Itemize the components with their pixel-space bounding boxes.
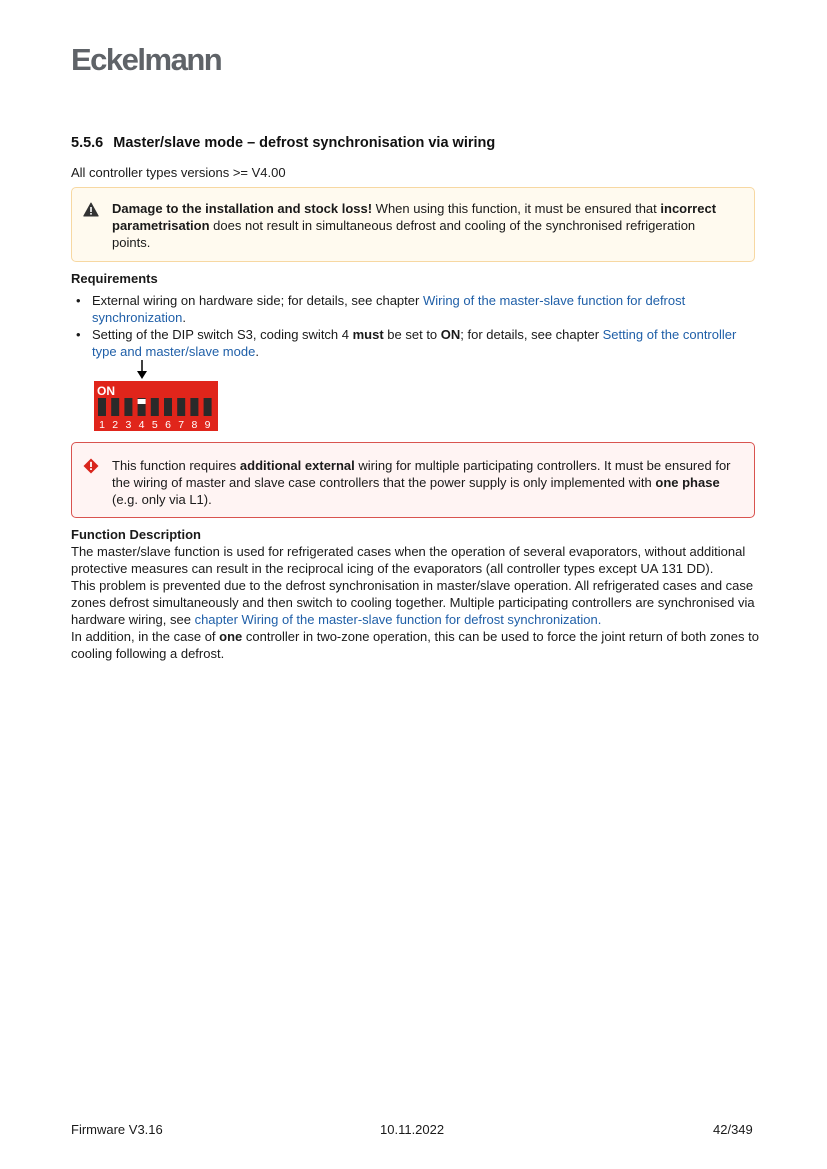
dip-switch-6 [164,398,172,416]
dip-on-label: ON [97,384,115,398]
list-item [71,292,741,326]
warning-text [112,200,732,251]
danger-bold-1: additional external [239,458,355,473]
warning-box [71,187,755,262]
danger-text-3: (e.g. only via L1). [112,492,212,507]
section-heading [71,135,495,151]
dip-switch-label-8: 8 [191,419,198,431]
function-paragraph-3 [71,628,761,662]
section-number: 5.5.6 [71,135,104,151]
function-paragraph-1: The master/slave function is used for refrigerated cases when the operation of several evaporators, without additional protective measures can result in the reciprocal icing of the evaporators (all controller types except UA 131 DD). [71,544,746,576]
dip-switch-label-4: 4 [138,419,145,431]
req2-text-3: ; for details, see chapter [460,327,603,342]
req2-bold-must: must [352,327,384,342]
dip-switch-label-2: 2 [112,419,119,431]
footer-firmware: Firmware V3.16 [71,1122,163,1137]
requirements-title: Requirements [71,271,158,286]
dip-switch-label-6: 6 [165,419,171,431]
dip-switch-knob-on [138,399,146,404]
danger-text [112,457,732,508]
dip-switch-label-5: 5 [151,419,158,431]
danger-text-2: wiring for multiple participating controllers. It must be ensured for the wiring of master and slave case controllers that the power supply is only implemented with [112,458,731,490]
dip-switch-2 [111,398,119,416]
dip-switch-label-7: 7 [178,419,185,431]
danger-bold-2: one phase [655,475,720,490]
danger-text-1: This function requires [112,458,240,473]
dip-switch-label-9: 9 [204,419,211,431]
list-item [71,326,741,360]
req1-end: . [182,310,186,325]
warning-text-1: When using this function, it must be ensured that [372,201,661,216]
warning-text-2: does not result in simultaneous defrost and cooling of the synchronised refrigeration points. [112,218,696,250]
function-p3-text-1: In addition, in the case of [71,629,220,644]
dip-switch-label-1: 1 [99,419,105,431]
dip-switch-figure [94,360,220,437]
req2-end: . [255,344,259,359]
footer-page-number: 42/349 [713,1122,753,1137]
function-title: Function Description [71,527,201,542]
danger-diamond-icon [83,458,99,478]
warning-bold-2: incorrect parametrisation [112,201,717,233]
function-p3-bold: one [219,629,243,644]
requirements-list [71,292,741,360]
dip-switch-9 [204,398,212,416]
dip-switch-3 [124,398,132,416]
function-p3-text-2: controller in two-zone operation, this can be used to force the joint return of both zones to cooling following a defrost. [71,629,759,661]
dip-switch-5 [151,398,159,416]
dip-switch-label-3: 3 [125,419,132,431]
link-wiring-chapter[interactable]: Wiring of the master-slave function for defrost synchronization [92,293,686,325]
footer-date: 10.11.2022 [380,1122,445,1137]
link-controller-type-chapter[interactable]: Setting of the controller type and master/slave mode [92,327,737,359]
dip-switch-7 [177,398,185,416]
arrow-down-icon [137,360,147,379]
section-title: Master/slave mode – defrost synchronisation via wiring [113,135,496,151]
link-wiring-chapter-2[interactable]: chapter Wiring of the master-slave function for defrost synchronization. [194,612,602,627]
function-paragraph-2 [71,577,761,628]
warning-bold-1: Damage to the installation and stock loss! [112,201,373,216]
applies-to-text: All controller types versions >= V4.00 [71,165,286,180]
req2-text-2: be set to [383,327,441,342]
warning-triangle-icon [83,202,99,221]
danger-box [71,442,755,518]
function-description [71,526,761,662]
req2-text-1: Setting of the DIP switch S3, coding switch 4 [92,327,353,342]
dip-switch-8 [190,398,198,416]
req2-bold-on: ON [440,327,461,342]
company-logo: Eckelmann [71,42,222,77]
dip-switch-1 [98,398,106,416]
function-p2-text: This problem is prevented due to the defrost synchronisation in master/slave operation. All refrigerated cases and case zones defrost simultaneously and then switch to cooling together. Multiple participating controllers are synchronised via hardware wiring, see [71,578,755,627]
req1-text: External wiring on hardware side; for details, see chapter [92,293,423,308]
